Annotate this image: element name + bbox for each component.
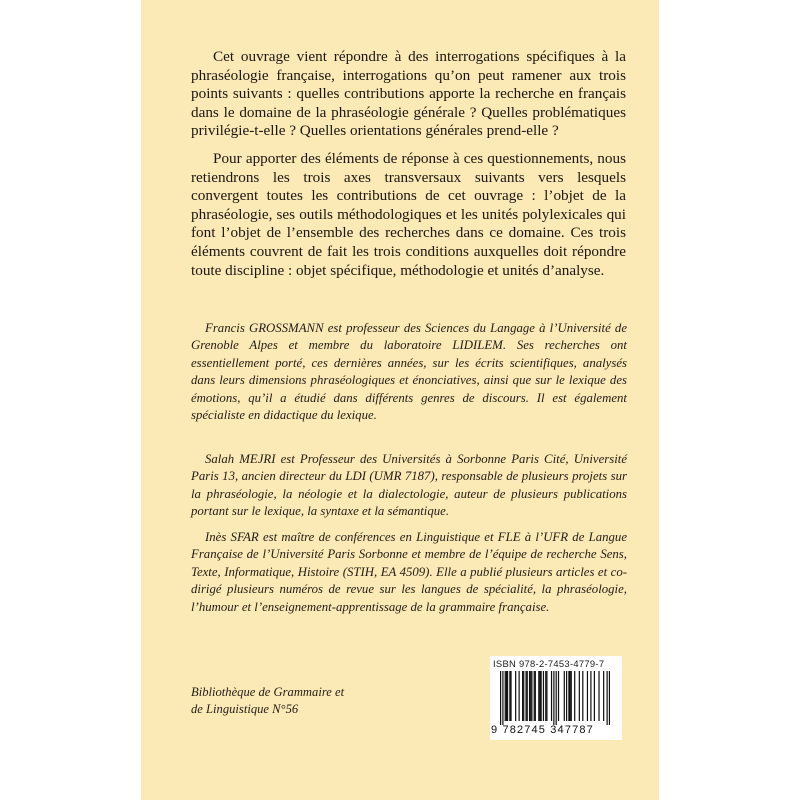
barcode-bar — [505, 671, 506, 721]
author-bio-grossmann: Francis GROSSMANN est professeur des Sciences du Langage à l’Université de Grenoble Alpes et membre du laboratoire LIDILEM. Ses recherches ont essentiellement porté, ces dernières années, sur les écrits scientifiques, analysés dans leurs dimensions phraséologiques et énonciatives, ainsi que sur le lexique des émotions, qu’il a étudié dans différents genres de discours. Il est également spécialiste en didactique du lexique. — [191, 321, 627, 423]
author-bio-sfar: Inès SFAR est maître de conférences en Linguistique et FLE à l’UFR de Langue Française de l’Université Paris Sorbonne et membre de l’équipe de recherche Sens, Texte, Informatique, Histoire (STIH, EA 4509). Elle a publié plusieurs articles et co-dirigé plusieurs numéros de revue sur les langues de spécialité, la phraséologie, l’humour et l’enseignement-apprentissage de la grammaire française. — [191, 530, 627, 614]
barcode-bar — [598, 671, 599, 721]
barcode-bar — [525, 671, 526, 721]
barcode-bar — [523, 671, 524, 721]
barcode-digits: 9 782745 347787 — [491, 724, 594, 736]
barcode-bars — [500, 671, 610, 725]
barcode-bar — [506, 671, 507, 721]
barcode-bar — [502, 671, 503, 725]
barcode-bar — [519, 671, 520, 721]
barcode-bar — [568, 671, 569, 721]
collection-line-2: de Linguistique N°56 — [191, 702, 299, 717]
collection-line-1: Bibliothèque de Grammaire et — [191, 685, 345, 699]
barcode-bar — [564, 671, 565, 721]
barcode-bar — [538, 671, 539, 721]
barcode-bar — [515, 671, 516, 721]
isbn-label: ISBN 978-2-7453-4779-7 — [493, 658, 605, 669]
barcode-bar — [541, 671, 542, 721]
barcode-bar — [607, 671, 608, 725]
back-cover — [141, 0, 659, 800]
barcode-bar — [545, 671, 546, 721]
barcode-bar — [569, 671, 570, 721]
barcode-bar — [590, 671, 591, 721]
barcode-bar — [603, 671, 604, 721]
barcode-bar — [556, 671, 557, 725]
barcode-bar — [539, 671, 540, 721]
barcode-bar — [529, 671, 530, 721]
author-bio-mejri: Salah MEJRI est Professeur des Universités à Sorbonne Paris Cité, Université Paris 13, ancien directeur du LDI (UMR 7187), responsable de plusieurs projets sur la phraséologie, la néologie et la dialectologie, auteur de plusieurs publications portant sur le lexique, la syntaxe et la sémantique. — [191, 452, 627, 519]
barcode-bar — [594, 671, 595, 721]
barcode-bar — [566, 671, 567, 721]
barcode-bar — [527, 671, 528, 721]
barcode-bar — [551, 671, 552, 721]
barcode-bar — [587, 671, 588, 721]
barcode-bar — [558, 671, 559, 721]
barcode-bar — [500, 671, 501, 725]
barcode-bar — [543, 671, 544, 721]
barcode-bar — [609, 671, 610, 725]
barcode-bar — [507, 671, 508, 721]
barcode-bar — [582, 671, 583, 721]
barcode-bar — [534, 671, 535, 721]
intro-paragraph-1: Cet ouvrage vient répondre à des interrogations spécifiques à la phraséologie française, interrogations qu’on peut ramener aux trois points suivants : quelles contributions apporte la recherche en français dans le domaine de la phraséologie générale ? Quelles problématiques privilégie-t-elle ? Quelles orientations générales prend-elle ? — [191, 48, 626, 140]
collection-name — [191, 684, 371, 718]
barcode-bar — [571, 671, 572, 721]
barcode-bar — [546, 671, 547, 721]
intro-paragraph-2: Pour apporter des éléments de réponse à ces questionnements, nous retiendrons les trois axes transversaux suivants vers lesquels convergent toutes les contributions de cet ouvrage : l’objet de la phraséologie, ses outils méthodologiques et les unités polylexicales qui font l’objet de l’ensemble des recherches dans ce domaine. Ces trois éléments couvrent de fait les trois conditions auxquelles doit répondre toute discipline : objet spécifique, méthodologie et unités d’analyse. — [191, 150, 626, 279]
isbn-barcode — [490, 656, 622, 740]
barcode-bar — [579, 671, 580, 721]
barcode-bar — [531, 671, 532, 721]
barcode-bar — [509, 671, 510, 721]
barcode-bar — [530, 671, 531, 721]
barcode-bar — [553, 671, 554, 725]
barcode-bar — [535, 671, 536, 721]
barcode-bar — [522, 671, 523, 721]
barcode-bar — [574, 671, 575, 721]
barcode-bar — [510, 671, 511, 721]
